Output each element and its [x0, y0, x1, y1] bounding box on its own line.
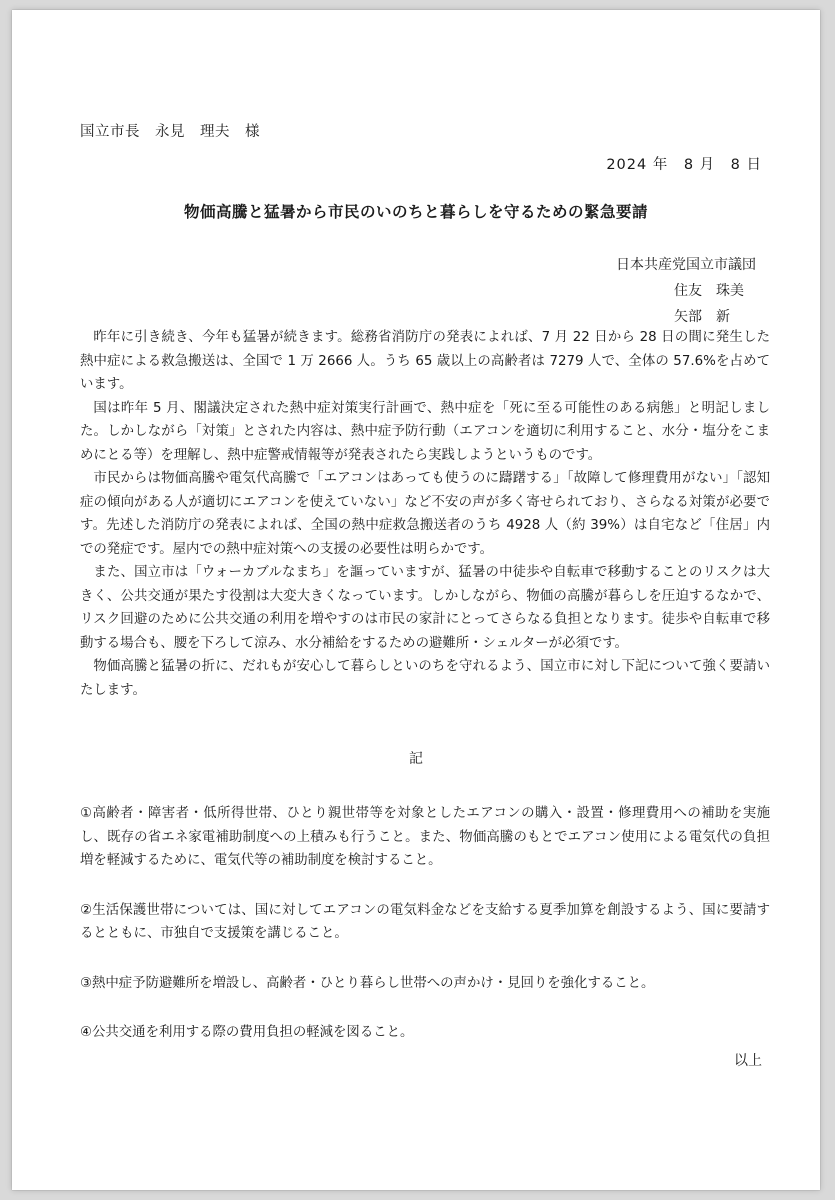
- body-text: [80, 326, 770, 702]
- body-paragraph: 昨年に引き続き、今年も猛暑が続きます。総務省消防庁の発表によれば、7 月 22 日から 28 日の間に発生した熱中症による救急搬送は、全国で 1 万 2666 人。うち 65 歳以上の高齢者は 7279 人で、全体の 57.6%を占めています。: [80, 330, 770, 392]
- closing-mark: 以上: [734, 1053, 762, 1069]
- request-item: ④公共交通を利用する際の費用負担の軽減を図ること。: [80, 1025, 414, 1040]
- body-paragraph: 国は昨年 5 月、閣議決定された熱中症対策実行計画で、熱中症を「死に至る可能性のある病態」と明記しました。しかしながら「対策」とされた内容は、熱中症予防行動（エアコンを適切に利用すること、水分・塩分をこまめにとる等）を理解し、熱中症警戒情報等が発表されたら実践しようというものです。: [80, 400, 770, 463]
- request-list: [80, 802, 770, 1071]
- sender-block: [616, 252, 766, 330]
- request-item: ③熱中症予防避難所を増設し、高齢者・ひとり暮らし世帯への声かけ・見回りを強化すること。: [80, 975, 655, 991]
- document-page: [12, 10, 820, 1190]
- body-paragraph: また、国立市は「ウォーカブルなまち」を謳っていますが、猛暑の中徒歩や自転車で移動することのリスクは大きく、公共交通が果たす役割は大変大きくなっています。しかしながら、物価の高騰が暮らしを圧迫するなかで、リスク回避のために公共交通の利用を増やすのは市民の家計にとってさらなる負担となります。徒歩や自転車で移動する場合も、腰を下ろして涼み、水分補給をするための避難所・シェルターが必須です。: [80, 565, 770, 651]
- sender-organization: 日本共産党国立市議団: [616, 257, 756, 273]
- request-item: ②生活保護世帯については、国に対してエアコンの電気料金などを支給する夏季加算を創設するよう、国に要請するとともに、市独自で支援策を講じること。: [80, 902, 770, 941]
- body-paragraph: 市民からは物価高騰や電気代高騰で「エアコンはあっても使うのに躊躇する」「故障して修理費用がない」「認知症の傾向がある人が適切にエアコンを使えていない」など不安の声が多く寄せられており、さらなる対策が必要です。先述した消防庁の発表によれば、全国の熱中症救急搬送者のうち 4928 人（約 39%）は自宅など「住居」内での発症です。屋内での熱中症対策への支援の必要性は明らかです。: [80, 471, 770, 557]
- sender-member: 矢部 新: [674, 309, 730, 325]
- document-date: 2024 年 8 月 8 日: [606, 157, 762, 173]
- document-title: 物価高騰と猛暑から市民のいのちと暮らしを守るための緊急要請: [183, 203, 648, 221]
- addressee: 国立市長 永見 理夫 様: [80, 124, 260, 140]
- ki-heading: 記: [409, 751, 423, 767]
- body-paragraph: 物価高騰と猛暑の折に、だれもが安心して暮らしといのちを守れるよう、国立市に対し下記について強く要請いたします。: [80, 659, 770, 698]
- sender-member: 住友 珠美: [674, 283, 744, 299]
- request-item: ①高齢者・障害者・低所得世帯、ひとり親世帯等を対象としたエアコンの購入・設置・修理費用への補助を実施し、既存の省エネ家電補助制度への上積みも行うこと。また、物価高騰のもとでエアコン使用による電気代の負担増を軽減するために、電気代等の補助制度を検討すること。: [80, 806, 770, 868]
